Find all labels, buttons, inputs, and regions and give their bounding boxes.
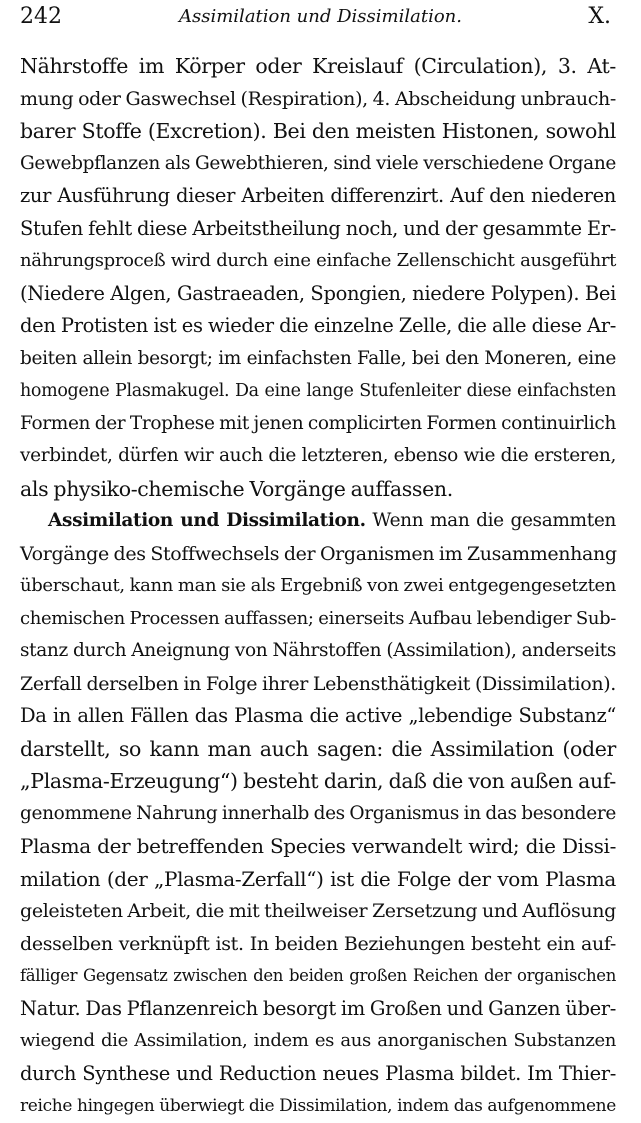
text-line: chemischen Processen auffassen; einerseits Aufbau lebendiger Sub-: [20, 607, 616, 629]
text-line: Zerfall derselben in Folge ihrer Lebensthätigkeit (Dissimilation).: [20, 672, 616, 695]
running-title: Assimilation und Dissimilation.: [179, 6, 462, 27]
text-line: zur Ausführung dieser Arbeiten differenzirt. Auf den niederen: [20, 184, 616, 207]
text-line: wiegend die Assimilation, indem es aus anorganischen Substanzen: [20, 1030, 616, 1051]
text-line: als physiko-chemische Vorgänge auffassen.: [20, 476, 453, 501]
text-line: Stufen fehlt diese Arbeitstheilung noch, und der gesammte Er-: [20, 216, 616, 240]
text-line: Gewebpflanzen als Gewebthieren, sind viele verschiedene Organe: [20, 152, 616, 174]
page-number: 242: [20, 4, 62, 29]
text-line: [20, 505, 616, 538]
text-line: durch Synthese und Reduction neues Plasma bildet. Im Thier-: [20, 1061, 616, 1085]
text-line: Plasma der betreffenden Species verwandelt wird; die Dissi-: [20, 834, 616, 858]
section-heading: Assimilation und Dissimilation.: [48, 510, 366, 531]
text-line: Nährstoffe im Körper oder Kreislauf (Circulation), 3. At-: [20, 54, 616, 78]
text-line: reiche hingegen überwiegt die Dissimilation, indem das aufgenommene: [20, 1096, 616, 1116]
text-line: den Protisten ist es wieder die einzelne Zelle, die alle diese Ar-: [20, 314, 616, 337]
text-line: verbindet, dürfen wir auch die letzteren, ebenso wie die ersteren,: [20, 445, 616, 466]
text-line: milation (der „Plasma-Zerfall“) ist die Folge der vom Plasma: [20, 866, 616, 891]
text-line: homogene Plasmakugel. Da eine lange Stufenleiter diese einfachsten: [20, 381, 616, 401]
text-line: Natur. Das Pflanzenreich besorgt im Großen und Ganzen über-: [20, 996, 616, 1020]
text-run: Wenn man die gesammten: [372, 510, 616, 531]
paragraph-1: [20, 50, 616, 505]
page-header: [0, 0, 641, 40]
text-line: desselben verknüpft ist. In beiden Beziehungen besteht ein auf-: [20, 932, 616, 955]
text-line: genommene Nahrung innerhalb des Organismus in das besondere: [20, 802, 616, 824]
text-line: „Plasma-Erzeugung“) besteht darin, daß die von außen auf-: [20, 769, 616, 793]
text-line: darstellt, so kann man auch sagen: die Assimilation (oder: [20, 736, 616, 761]
text-line: Da in allen Fällen das Plasma die active „lebendige Substanz“: [20, 704, 616, 727]
text-line: stanz durch Aneignung von Nährstoffen (Assimilation), anderseits: [20, 640, 616, 661]
text-line: nährungsproceß wird durch eine einfache Zellenschicht ausgeführt: [20, 250, 616, 271]
text-line: beiten allein besorgt; im einfachsten Falle, bei den Moneren, eine: [20, 347, 616, 369]
text-line: (Niedere Algen, Gastraeaden, Spongien, niedere Polypen). Bei: [20, 281, 616, 305]
text-line: fälliger Gegensatz zwischen den beiden großen Reichen der organischen: [20, 966, 616, 985]
text-line: mung oder Gaswechsel (Respiration), 4. Abscheidung unbrauch-: [20, 87, 616, 110]
paragraph-2: [20, 505, 616, 1123]
chapter-number: X.: [588, 4, 611, 29]
page-body: [20, 50, 616, 1123]
text-line: Formen der Trophese mit jenen complicirten Formen continuirlich: [20, 412, 616, 434]
text-line: Vorgänge des Stoffwechsels der Organismen im Zusammenhang: [20, 542, 617, 565]
text-line: barer Stoffe (Excretion). Bei den meisten Histonen, sowohl: [20, 119, 616, 143]
text-line: geleisteten Arbeit, die mit theilweiser Zersetzung und Auflösung: [20, 900, 616, 922]
text-line: überschaut, kann man sie als Ergebniß von zwei entgegengesetzten: [20, 575, 616, 596]
